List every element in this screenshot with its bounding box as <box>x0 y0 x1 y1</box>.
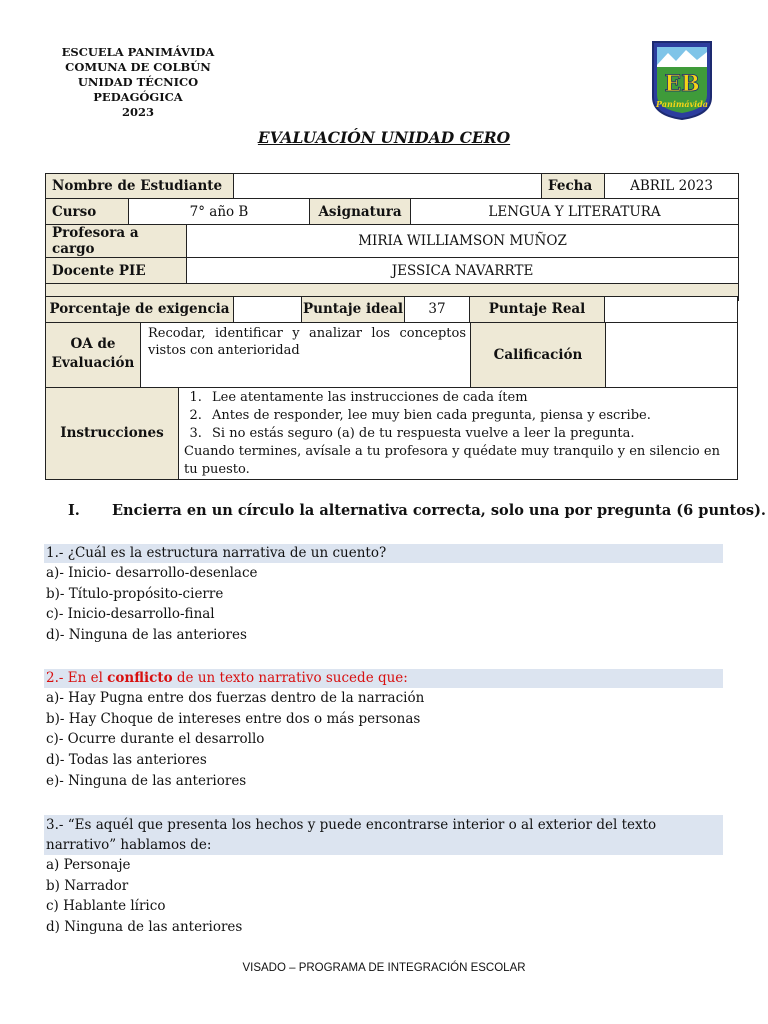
question-prompt: 1.- ¿Cuál es la estructura narrativa de un cuento? <box>44 544 723 563</box>
instructions-row <box>45 387 738 480</box>
student-name-field[interactable] <box>234 174 542 199</box>
pie-value: JESSICA NAVARRTE <box>187 258 739 284</box>
scores-row <box>45 296 738 323</box>
oa-label <box>46 323 141 387</box>
keyword-conflicto: conflicto <box>107 670 173 686</box>
section-heading <box>68 502 766 519</box>
instructions-list <box>184 389 734 479</box>
real-label-box: Puntaje Real <box>470 297 605 322</box>
course-label: Curso <box>46 199 129 225</box>
teacher-label: Profesora a cargo <box>46 225 187 258</box>
date-label-cell: Fecha <box>542 174 605 199</box>
answer-option[interactable]: d) Ninguna de las anteriores <box>46 919 243 936</box>
instruction-item: 2. Antes de responder, lee muy bien cada pregunta, piensa y escribe. <box>206 407 734 425</box>
page-title: EVALUACIÓN UNIDAD CERO <box>257 128 511 147</box>
logo-text: Panimávida <box>656 99 708 109</box>
answer-option[interactable]: a) Personaje <box>46 857 131 873</box>
real-input[interactable] <box>605 297 737 322</box>
section-text: Encierra en un círculo la alternativa correcta, solo una por pregunta (6 puntos). <box>112 502 766 519</box>
answer-option[interactable]: a)- Inicio- desarrollo-desenlace <box>46 565 258 581</box>
oa-row <box>45 322 738 388</box>
exigencia-input[interactable] <box>234 297 302 322</box>
answer-option[interactable]: d)- Ninguna de las anteriores <box>46 627 247 644</box>
school-unit: UNIDAD TÉCNICO PEDAGÓGICA <box>77 75 199 104</box>
answer-option[interactable]: b)- Hay Choque de intereses entre dos o más personas <box>46 710 421 727</box>
exigencia-label-box: Porcentaje de exigencia <box>46 297 234 322</box>
footer: VISADO – PROGRAMA DE INTEGRACIÓN ESCOLAR <box>242 962 526 974</box>
question-3 <box>44 815 723 938</box>
question-1 <box>44 544 723 646</box>
logo-letters: EB <box>664 71 700 97</box>
answer-option[interactable]: b)- Título-propósito-cierre <box>46 585 224 602</box>
oa-label-line-1: OA de <box>70 336 116 352</box>
answer-option[interactable]: c)- Ocurre durante el desarrollo <box>46 731 265 748</box>
student-label-cell: Nombre de Estudiante <box>46 174 234 199</box>
school-header <box>40 45 236 120</box>
school-commune: COMUNA DE COLBÚN <box>65 60 211 74</box>
teacher-value: MIRIA WILLIAMSON MUÑOZ <box>187 225 739 258</box>
school-logo <box>650 39 714 121</box>
ideal-value: 37 <box>405 297 470 322</box>
instructions-label: Instrucciones <box>46 388 179 479</box>
subject-label: Asignatura <box>310 199 411 225</box>
instruction-item: 1. Lee atentamente las instrucciones de cada ítem <box>206 389 734 407</box>
answer-option[interactable]: a)- Hay Pugna entre dos fuerzas dentro de la narración <box>46 690 425 706</box>
answer-option[interactable]: c) Hablante lírico <box>46 898 166 915</box>
answer-option[interactable]: c)- Inicio-desarrollo-final <box>46 606 215 623</box>
oa-value: Recodar, identificar y analizar los conceptos vistos con anterioridad <box>148 326 466 358</box>
answer-option[interactable]: e)- Ninguna de las anteriores <box>46 772 247 789</box>
oa-label-line-2: Evaluación <box>51 355 135 371</box>
subject-value: LENGUA Y LITERATURA <box>411 199 739 225</box>
ideal-label-box: Puntaje ideal <box>302 297 405 322</box>
instruction-item: 3. Si no estás seguro (a) de tu respuesta vuelve a leer la pregunta. <box>206 425 734 443</box>
answer-option[interactable]: b) Narrador <box>46 877 129 894</box>
question-prompt: 3.- “Es aquél que presenta los hechos y puede encontrarse interior o al exterior del texto narrativo” hablamos de: <box>44 815 723 855</box>
info-grid <box>45 173 739 301</box>
date-value: ABRIL 2023 <box>605 174 739 199</box>
course-value: 7° año B <box>129 199 310 225</box>
pie-label: Docente PIE <box>46 258 187 284</box>
grade-label: Calificación <box>470 323 606 387</box>
grade-value[interactable] <box>605 323 737 387</box>
answer-option[interactable]: d)- Todas las anteriores <box>46 752 207 769</box>
question-2 <box>44 669 723 792</box>
instructions-note: Cuando termines, avísale a tu profesora y quédate muy tranquilo y en silencio en tu puesto. <box>184 444 720 477</box>
school-name: ESCUELA PANIMÁVIDA <box>61 45 215 59</box>
school-year: 2023 <box>121 105 154 119</box>
section-number: I. <box>68 502 80 519</box>
question-prompt: 2.- En el conflicto de un texto narrativo sucede que: <box>44 669 723 688</box>
